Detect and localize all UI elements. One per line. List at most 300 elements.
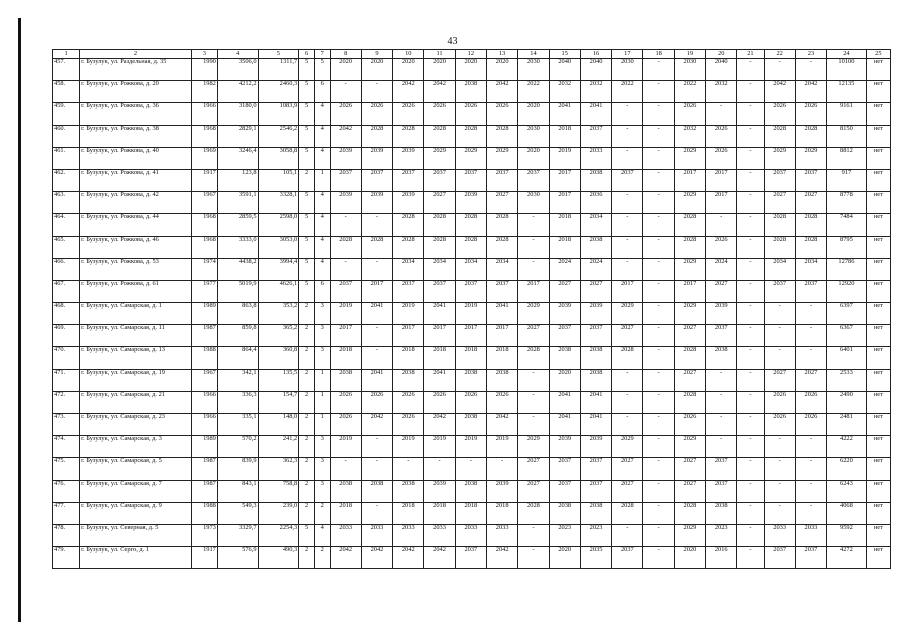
table-cell: 2037 <box>795 280 826 302</box>
table-cell: - <box>361 325 392 347</box>
table-cell: 3 <box>314 303 330 325</box>
table-cell: 2037 <box>580 125 611 147</box>
table-cell: - <box>643 458 674 480</box>
row-number: 468. <box>53 303 80 325</box>
table-cell: 2026 <box>795 391 826 413</box>
table-cell: 2037 <box>424 169 455 191</box>
table-cell: 2029 <box>518 436 549 458</box>
table-cell: - <box>643 258 674 280</box>
table-cell: 1 <box>314 369 330 391</box>
table-cell: 2038 <box>580 502 611 524</box>
table-cell: 2028 <box>330 236 361 258</box>
table-cell: 2039 <box>580 303 611 325</box>
row-number: 479. <box>53 547 80 569</box>
row-number: 470. <box>53 347 80 369</box>
table-cell: 2020 <box>674 547 705 569</box>
table-cell: - <box>612 214 643 236</box>
table-cell: 2037 <box>706 325 737 347</box>
table-cell: 5019,9 <box>217 280 258 302</box>
table-cell: 2027 <box>518 458 549 480</box>
table-cell: 1987 <box>191 480 217 502</box>
table-cell: 2017 <box>674 280 705 302</box>
table-cell: - <box>706 214 737 236</box>
table-cell: 1968 <box>191 236 217 258</box>
table-cell: 5 <box>299 147 315 169</box>
table-cell: 2026 <box>674 103 705 125</box>
table-cell: - <box>330 458 361 480</box>
table-cell: 2 <box>299 303 315 325</box>
table-cell: 5 <box>299 258 315 280</box>
table-cell: - <box>643 103 674 125</box>
table-cell: 2027 <box>518 480 549 502</box>
table-cell: 2022 <box>674 81 705 103</box>
table-cell: 7484 <box>827 214 867 236</box>
table-cell: 6401 <box>827 347 867 369</box>
table-cell: 2026 <box>330 391 361 413</box>
housing-table <box>52 49 891 569</box>
table-cell: 1917 <box>191 547 217 569</box>
table-cell: 4068 <box>827 502 867 524</box>
column-number: 1 <box>53 50 80 59</box>
table-cell: 2026 <box>455 391 486 413</box>
table-cell: 2017 <box>612 280 643 302</box>
address-cell: г. Бузулук, ул. Рожкова, д. 53 <box>80 258 192 280</box>
table-cell: 365,2 <box>258 325 299 347</box>
table-cell: 2034 <box>424 258 455 280</box>
flag-cell: нет <box>866 436 890 458</box>
table-cell: 576,9 <box>217 547 258 569</box>
table-cell: 2026 <box>330 103 361 125</box>
table-cell: 2034 <box>580 214 611 236</box>
table-cell: 1966 <box>191 391 217 413</box>
column-number: 2 <box>80 50 192 59</box>
table-cell: 2020 <box>549 547 580 569</box>
table-cell: 2034 <box>487 258 518 280</box>
table-cell: - <box>643 524 674 546</box>
table-cell: - <box>737 147 764 169</box>
table-cell: 2028 <box>361 125 392 147</box>
flag-cell: нет <box>866 347 890 369</box>
table-cell: 8150 <box>827 125 867 147</box>
address-cell: г. Бузулук, ул. Самарская, д. 9 <box>80 502 192 524</box>
table-cell: 2042 <box>393 547 424 569</box>
table-cell: 2038 <box>393 480 424 502</box>
table-cell: 2028 <box>455 236 486 258</box>
table-cell: 2033 <box>455 524 486 546</box>
table-cell: 2018 <box>330 502 361 524</box>
table-cell: 2 <box>314 502 330 524</box>
table-cell: 2028 <box>674 391 705 413</box>
table-cell: 2037 <box>795 547 826 569</box>
table-cell: 2037 <box>580 480 611 502</box>
table-cell: 4 <box>314 524 330 546</box>
table-row <box>53 480 891 502</box>
table-cell: 2027 <box>612 458 643 480</box>
row-number: 466. <box>53 258 80 280</box>
table-row <box>53 59 891 81</box>
table-cell: 4 <box>314 258 330 280</box>
table-cell: 2 <box>299 369 315 391</box>
table-cell: - <box>737 547 764 569</box>
table-cell: - <box>737 258 764 280</box>
table-cell: 2042 <box>487 81 518 103</box>
table-cell: 917 <box>827 169 867 191</box>
table-cell: 2033 <box>487 524 518 546</box>
table-cell: - <box>795 347 826 369</box>
row-number: 478. <box>53 524 80 546</box>
table-cell: 2020 <box>518 103 549 125</box>
table-cell: 2037 <box>549 325 580 347</box>
flag-cell: нет <box>866 369 890 391</box>
table-cell: 2 <box>299 502 315 524</box>
table-cell: 2042 <box>330 125 361 147</box>
table-cell: 2 <box>299 169 315 191</box>
table-cell: 2038 <box>580 169 611 191</box>
table-cell: 10100 <box>827 59 867 81</box>
table-cell: 2039 <box>455 192 486 214</box>
table-cell: 2019 <box>330 436 361 458</box>
table-cell: 2041 <box>424 369 455 391</box>
table-cell: 2027 <box>487 192 518 214</box>
table-cell: 2026 <box>455 103 486 125</box>
table-cell: 2041 <box>549 414 580 436</box>
table-cell: 2028 <box>764 236 795 258</box>
table-cell: 1966 <box>191 103 217 125</box>
table-cell: 3591,1 <box>217 192 258 214</box>
table-cell: - <box>643 347 674 369</box>
table-cell: 2017 <box>361 280 392 302</box>
table-cell: - <box>612 125 643 147</box>
table-cell: 2018 <box>455 502 486 524</box>
table-cell: 2 <box>299 436 315 458</box>
table-cell: 342,1 <box>217 369 258 391</box>
row-number: 459. <box>53 103 80 125</box>
table-cell: 2038 <box>706 502 737 524</box>
table-cell: 5 <box>299 192 315 214</box>
column-number: 11 <box>424 50 455 59</box>
table-cell: 2029 <box>455 147 486 169</box>
table-cell: - <box>643 502 674 524</box>
table-cell: - <box>643 59 674 81</box>
table-cell: - <box>612 103 643 125</box>
table-cell: 6 <box>314 81 330 103</box>
address-cell: г. Бузулук, ул. Рожкова, д. 36 <box>80 103 192 125</box>
table-cell: 758,8 <box>258 480 299 502</box>
table-cell: 2017 <box>706 169 737 191</box>
table-cell: - <box>737 303 764 325</box>
table-cell: 2030 <box>518 59 549 81</box>
table-cell: 2039 <box>330 192 361 214</box>
table-cell: 2020 <box>393 59 424 81</box>
table-row <box>53 192 891 214</box>
table-cell: 2026 <box>706 147 737 169</box>
table-cell: - <box>764 458 795 480</box>
table-cell: 8795 <box>827 236 867 258</box>
table-cell: 2024 <box>706 258 737 280</box>
table-cell: - <box>643 480 674 502</box>
table-cell: 4438,2 <box>217 258 258 280</box>
table-row <box>53 103 891 125</box>
flag-cell: нет <box>866 125 890 147</box>
flag-cell: нет <box>866 103 890 125</box>
table-cell: 2019 <box>393 436 424 458</box>
table-cell: 12135 <box>827 81 867 103</box>
table-cell: 2039 <box>361 192 392 214</box>
table-cell: 2020 <box>549 369 580 391</box>
address-cell: г. Бузулук, ул. Рожкова, д. 40 <box>80 147 192 169</box>
table-cell: 2035 <box>580 547 611 569</box>
table-cell: 2039 <box>549 303 580 325</box>
table-cell: 2038 <box>330 369 361 391</box>
column-number: 15 <box>549 50 580 59</box>
table-cell: 2026 <box>764 391 795 413</box>
table-cell: 1 <box>314 391 330 413</box>
table-cell: 2026 <box>795 103 826 125</box>
table-cell: 2033 <box>393 524 424 546</box>
table-cell: 2027 <box>764 192 795 214</box>
table-cell: 2018 <box>393 347 424 369</box>
table-cell: 2029 <box>795 147 826 169</box>
column-number: 10 <box>393 50 424 59</box>
table-cell: - <box>737 214 764 236</box>
table-cell: 2017 <box>706 192 737 214</box>
table-cell: - <box>643 391 674 413</box>
table-cell: 2037 <box>330 280 361 302</box>
table-cell: 2038 <box>330 480 361 502</box>
column-number: 3 <box>191 50 217 59</box>
row-number: 469. <box>53 325 80 347</box>
table-cell: 2016 <box>706 547 737 569</box>
table-cell: 9592 <box>827 524 867 546</box>
table-cell: - <box>795 436 826 458</box>
table-cell: 2027 <box>580 280 611 302</box>
table-cell: - <box>737 391 764 413</box>
table-cell: 2036 <box>580 192 611 214</box>
column-number: 4 <box>217 50 258 59</box>
table-cell: 2030 <box>518 192 549 214</box>
table-cell: 2024 <box>580 258 611 280</box>
table-cell: 2027 <box>674 369 705 391</box>
table-row <box>53 125 891 147</box>
table-cell: 2028 <box>674 502 705 524</box>
table-cell: - <box>737 103 764 125</box>
table-cell: 2027 <box>612 480 643 502</box>
table-cell: 2028 <box>795 214 826 236</box>
column-number: 5 <box>258 50 299 59</box>
flag-cell: нет <box>866 458 890 480</box>
table-cell: 2039 <box>549 436 580 458</box>
table-cell: 2039 <box>393 147 424 169</box>
table-row <box>53 436 891 458</box>
address-cell: г. Бузулук, ул. Рожкова, д. 61 <box>80 280 192 302</box>
table-cell: 2037 <box>455 547 486 569</box>
table-cell: 4 <box>314 192 330 214</box>
table-cell: - <box>455 458 486 480</box>
row-number: 477. <box>53 502 80 524</box>
table-row <box>53 325 891 347</box>
table-cell: 12920 <box>827 280 867 302</box>
table-cell: 2018 <box>549 236 580 258</box>
table-cell: 2026 <box>795 414 826 436</box>
table-cell: 2039 <box>330 147 361 169</box>
table-cell: - <box>764 502 795 524</box>
table-row <box>53 169 891 191</box>
table-cell: - <box>764 303 795 325</box>
table-cell: - <box>361 458 392 480</box>
flag-cell: нет <box>866 214 890 236</box>
table-cell: 2029 <box>424 147 455 169</box>
table-cell: - <box>795 59 826 81</box>
table-cell: 2018 <box>424 502 455 524</box>
table-cell: 2042 <box>795 81 826 103</box>
table-cell: 2028 <box>674 236 705 258</box>
table-cell: - <box>612 192 643 214</box>
flag-cell: нет <box>866 147 890 169</box>
table-cell: 2027 <box>795 369 826 391</box>
table-cell: 2032 <box>580 81 611 103</box>
table-cell: 2042 <box>424 414 455 436</box>
flag-cell: нет <box>866 236 890 258</box>
row-number: 467. <box>53 280 80 302</box>
table-cell: 2028 <box>612 502 643 524</box>
table-cell: - <box>795 480 826 502</box>
table-cell: 2039 <box>706 303 737 325</box>
table-cell: 2 <box>299 414 315 436</box>
table-cell: 2027 <box>674 325 705 347</box>
table-cell: 2029 <box>612 436 643 458</box>
table-cell: 2040 <box>706 59 737 81</box>
table-cell: 6220 <box>827 458 867 480</box>
table-cell: 2533 <box>827 369 867 391</box>
table-cell: 839,9 <box>217 458 258 480</box>
table-cell: 2037 <box>795 169 826 191</box>
table-cell: - <box>518 524 549 546</box>
flag-cell: нет <box>866 303 890 325</box>
table-cell: 4 <box>314 103 330 125</box>
address-cell: г. Бузулук, ул. Самарская, д. 1 <box>80 303 192 325</box>
table-row <box>53 214 891 236</box>
row-number: 457. <box>53 59 80 81</box>
table-cell: - <box>737 280 764 302</box>
flag-cell: нет <box>866 480 890 502</box>
table-cell: - <box>737 236 764 258</box>
table-cell: 2034 <box>764 258 795 280</box>
table-cell: 2028 <box>393 236 424 258</box>
address-cell: г. Бузулук, ул. Самарская, д. 21 <box>80 391 192 413</box>
table-cell: 2042 <box>424 547 455 569</box>
table-row <box>53 280 891 302</box>
table-cell: 2018 <box>393 502 424 524</box>
table-cell: - <box>612 258 643 280</box>
column-number: 6 <box>299 50 315 59</box>
table-cell: - <box>518 236 549 258</box>
table-cell: 2037 <box>549 480 580 502</box>
column-number: 12 <box>455 50 486 59</box>
table-cell: 2028 <box>424 214 455 236</box>
table-cell: 2028 <box>764 125 795 147</box>
table-cell: 2033 <box>580 147 611 169</box>
table-cell: 5 <box>299 81 315 103</box>
address-cell: г. Бузулук, ул. Северная, д. 5 <box>80 524 192 546</box>
table-cell: 2029 <box>674 524 705 546</box>
column-number: 25 <box>866 50 890 59</box>
table-cell: 1990 <box>191 59 217 81</box>
table-row <box>53 524 891 546</box>
address-cell: г. Бузулук, ул. Рожкова, д. 44 <box>80 214 192 236</box>
table-cell: 2490 <box>827 391 867 413</box>
table-cell: 4 <box>314 147 330 169</box>
table-cell: - <box>795 303 826 325</box>
flag-cell: нет <box>866 280 890 302</box>
table-cell: 4626,1 <box>258 280 299 302</box>
table-cell: 2018 <box>424 347 455 369</box>
table-cell: 2 <box>299 325 315 347</box>
table-cell: 4 <box>314 214 330 236</box>
table-cell: 2023 <box>580 524 611 546</box>
table-cell: 1968 <box>191 125 217 147</box>
table-cell: - <box>361 502 392 524</box>
column-number: 21 <box>737 50 764 59</box>
table-cell: 2020 <box>455 59 486 81</box>
table-cell: 6367 <box>827 325 867 347</box>
table-cell: 2460,3 <box>258 81 299 103</box>
table-cell: 2028 <box>361 236 392 258</box>
table-cell: 9161 <box>827 103 867 125</box>
table-cell: 1989 <box>191 303 217 325</box>
row-number: 472. <box>53 391 80 413</box>
table-cell: 2037 <box>330 169 361 191</box>
table-cell: 3 <box>314 458 330 480</box>
table-cell: 2033 <box>330 524 361 546</box>
table-cell: 3 <box>314 325 330 347</box>
table-cell: 2024 <box>549 258 580 280</box>
table-cell: 2037 <box>580 325 611 347</box>
table-cell: 2254,3 <box>258 524 299 546</box>
table-cell: 2019 <box>487 436 518 458</box>
table-cell: 148,0 <box>258 414 299 436</box>
table-cell: 3058,8 <box>258 147 299 169</box>
table-cell: - <box>643 125 674 147</box>
table-cell: 2026 <box>393 414 424 436</box>
table-cell: 2037 <box>764 547 795 569</box>
table-cell: 2040 <box>580 59 611 81</box>
table-cell: 3180,0 <box>217 103 258 125</box>
flag-cell: нет <box>866 59 890 81</box>
column-number-row <box>53 50 891 59</box>
address-cell: г. Бузулук, ул. Рожкова, д. 41 <box>80 169 192 191</box>
table-cell: - <box>737 458 764 480</box>
table-cell: - <box>612 414 643 436</box>
table-cell: 2029 <box>487 147 518 169</box>
table-cell: 2038 <box>361 480 392 502</box>
table-cell: - <box>518 391 549 413</box>
table-cell: 2026 <box>330 414 361 436</box>
table-cell: 2028 <box>393 214 424 236</box>
table-cell: 1989 <box>191 436 217 458</box>
table-cell: 2033 <box>764 524 795 546</box>
table-cell: - <box>643 192 674 214</box>
table-cell: 6243 <box>827 480 867 502</box>
table-cell: 2028 <box>764 214 795 236</box>
table-cell: 2029 <box>674 436 705 458</box>
flag-cell: нет <box>866 414 890 436</box>
table-cell: 2028 <box>674 347 705 369</box>
table-cell: 1988 <box>191 502 217 524</box>
table-cell: - <box>737 81 764 103</box>
table-cell: 2026 <box>361 391 392 413</box>
table-cell: 2027 <box>612 325 643 347</box>
table-cell: 2027 <box>764 369 795 391</box>
